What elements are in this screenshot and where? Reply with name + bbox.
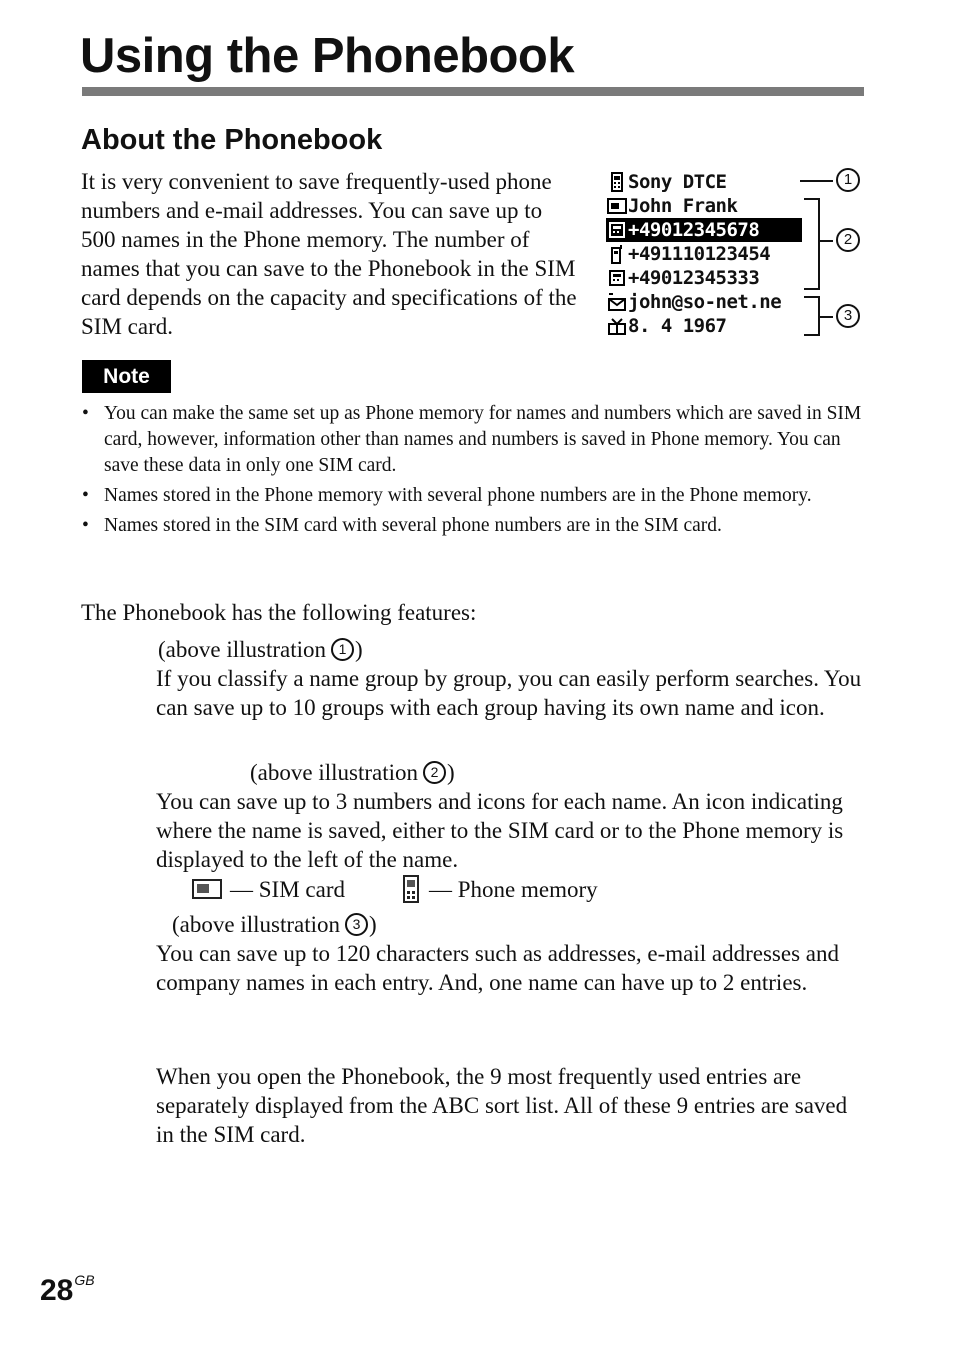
icon-legend [192,874,598,904]
feature-ref-prefix: (above illustration [158,637,326,662]
section-heading: About the Phonebook [81,124,383,156]
feature-1-body: If you classify a name group by group, you can easily perform searches. You can save up to 10 groups with each group having its own name and icon. [156,666,862,720]
page-number [40,1272,95,1308]
callout-line-1 [800,180,833,182]
feature-ref-number: 1 [331,638,354,661]
phone-memory-icon [401,874,421,904]
page-title: Using the Phonebook [80,29,575,83]
feature-ref-prefix: (above illustration [172,912,340,937]
display-row-number [606,266,802,290]
features-intro: The Phonebook has the following features: [81,600,477,625]
callout-1-marker: 1 [836,168,860,192]
feature-3-body: You can save up to 120 characters such as addresses, e-mail addresses and company names in each entry. And, one name can have up to 2 entries. [156,941,839,995]
note-list [82,401,862,543]
feature-ref-suffix: ) [355,637,363,662]
display-row-text: 8. 4 1967 [628,315,727,337]
feature-3-heading [172,910,377,939]
closing-paragraph: When you open the Phonebook, the 9 most frequently used entries are separately displayed from the ABC sort list. All of these 9 entries are saved in the SIM card. [156,1064,848,1147]
sim-card-icon [606,195,628,217]
feature-1-heading [158,635,363,664]
feature-2-body: You can save up to 3 numbers and icons for each name. An icon indicating where the name is saved, either to the SIM card or to the Phone memory is displayed to the left of the name. [156,789,844,872]
display-row-birthday [606,314,802,338]
page-number-suffix: GB [74,1272,95,1288]
page-number-value: 28 [40,1274,74,1307]
email-icon [606,291,628,313]
display-row-email [606,290,802,314]
feature-ref-suffix: ) [447,760,455,785]
callout-2-marker: 2 [836,228,860,252]
note-item: • Names stored in the SIM card with several phone numbers are in the SIM card. [82,515,722,536]
feature-ref-number: 3 [345,913,368,936]
display-row-text: +49012345333 [628,267,760,289]
fax-icon [606,267,628,289]
phone-display-illustration [606,168,802,344]
feature-ref-prefix: (above illustration [250,760,418,785]
mobile-icon [606,243,628,265]
note-item: • Names stored in the Phone memory with several phone numbers are in the Phone memory. [82,485,812,506]
display-row-text: +49012345678 [628,219,760,241]
display-row-number [606,242,802,266]
callout-line-3 [818,316,833,318]
fax-icon [606,219,628,241]
display-row-group [606,170,802,194]
note-text: Names stored in the SIM card with several phone numbers are in the SIM card. [104,515,722,536]
phone-memory-legend-label: — Phone memory [428,876,598,902]
sim-card-icon [192,878,222,900]
note-item: • You can make the same set up as Phone memory for names and numbers which are saved in SIM card, however, information other than names and numbers is saved in Phone memory. You can save these data in only one SIM card. [82,403,862,476]
display-row-text: john@so-net.ne [628,291,782,313]
sim-card-legend-label: — SIM card [230,876,345,902]
note-text: You can make the same set up as Phone memory for names and numbers which are saved in SIM card, however, information other than names and numbers is saved in Phone memory. You can save these data in only one SIM card. [104,403,862,476]
phone-memory-icon [606,171,628,193]
note-text: Names stored in the Phone memory with several phone numbers are in the Phone memory. [104,485,812,506]
display-row-text: John Frank [628,195,738,217]
callout-line-2 [818,240,833,242]
display-row-text: +491110123454 [628,243,771,265]
display-row-name [606,194,802,218]
callout-bracket-2 [804,198,820,290]
note-badge: Note [82,360,171,393]
feature-ref-number: 2 [423,761,446,784]
display-row-text: Sony DTCE [628,171,727,193]
display-row-number-selected [606,218,802,242]
feature-ref-suffix: ) [369,912,377,937]
title-rule [82,87,864,96]
birthday-icon [606,315,628,337]
callout-3-marker: 3 [836,304,860,328]
feature-2-heading [250,758,455,787]
intro-paragraph: It is very convenient to save frequently-used phone numbers and e-mail addresses. You can save up to 500 names in the Phone memory. The number of names that you can save to the Phonebook in the SIM card depends on the capacity and specifications of the SIM card. [81,169,577,339]
